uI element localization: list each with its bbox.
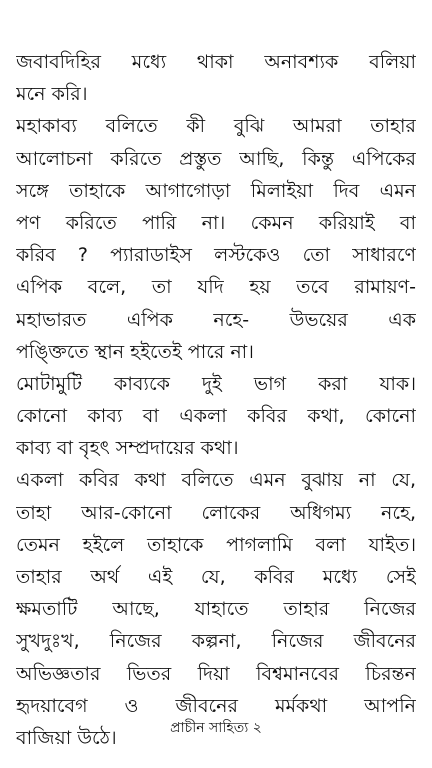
text-line: মহাভারত এপিক নহে- উভয়ের এক	[16, 308, 416, 331]
text-line: একলা কবির কথা বলিতে এমন বুঝায় না যে,	[16, 469, 416, 492]
text-line: সুখদুঃখ, নিজের কল্পনা, নিজের জীবনের	[16, 630, 416, 653]
text-line: করিব ? প্যারাডাইস লস্টকেও তো সাধারণে	[16, 244, 416, 267]
text-line: মোটামুটি কাব্যকে দুই ভাগ করা যাক।	[16, 372, 416, 395]
text-line: এপিক বলে, তা যদি হয় তবে রামায়ণ-	[16, 276, 416, 299]
text-line: মনে করি।	[16, 83, 88, 106]
text-line: অভিজ্ঞতার ভিতর দিয়া বিশ্বমানবের চিরন্তন	[16, 662, 416, 685]
text-line: সঙ্গে তাহাকে আগাগোড়া মিলাইয়া দিব এমন	[16, 179, 416, 202]
text-line: মহাকাব্য বলিতে কী বুঝি আমরা তাহার	[16, 115, 416, 138]
text-line: হৃদয়াবেগ ও জীবনের মর্মকথা আপনি	[16, 694, 416, 717]
text-line: বাজিয়া উঠে।	[16, 726, 117, 749]
text-line: জবাবদিহির মধ্যে থাকা অনাবশ্যক বলিয়া	[16, 51, 416, 73]
body-text	[16, 46, 416, 754]
text-line: পঙ্ক্তিতে স্থান হইতেই পারে না।	[16, 340, 254, 363]
text-line: কাব্য বা বৃহৎ সম্প্রদায়ের কথা।	[16, 437, 239, 460]
text-line: তাহার অর্থ এই যে, কবির মধ্যে সেই	[16, 566, 416, 588]
text-line: কোনো কাব্য বা একলা কবির কথা, কোনো	[16, 405, 416, 428]
text-line: তাহা আর-কোনো লোকের অধিগম্য নহে,	[16, 501, 416, 524]
text-line: পণ করিতে পারি না। কেমন করিয়াই বা	[16, 211, 416, 234]
page-footer: প্রাচীন সাহিত্য ২	[170, 720, 262, 736]
text-line: আলোচনা করিতে প্রস্তুত আছি, কিন্তু এপিকের	[16, 147, 416, 170]
text-line: তেমন হইলে তাহাকে পাগলামি বলা যাইত।	[16, 533, 416, 556]
text-line: ক্ষমতাটি আছে, যাহাতে তাহার নিজের	[16, 598, 416, 621]
